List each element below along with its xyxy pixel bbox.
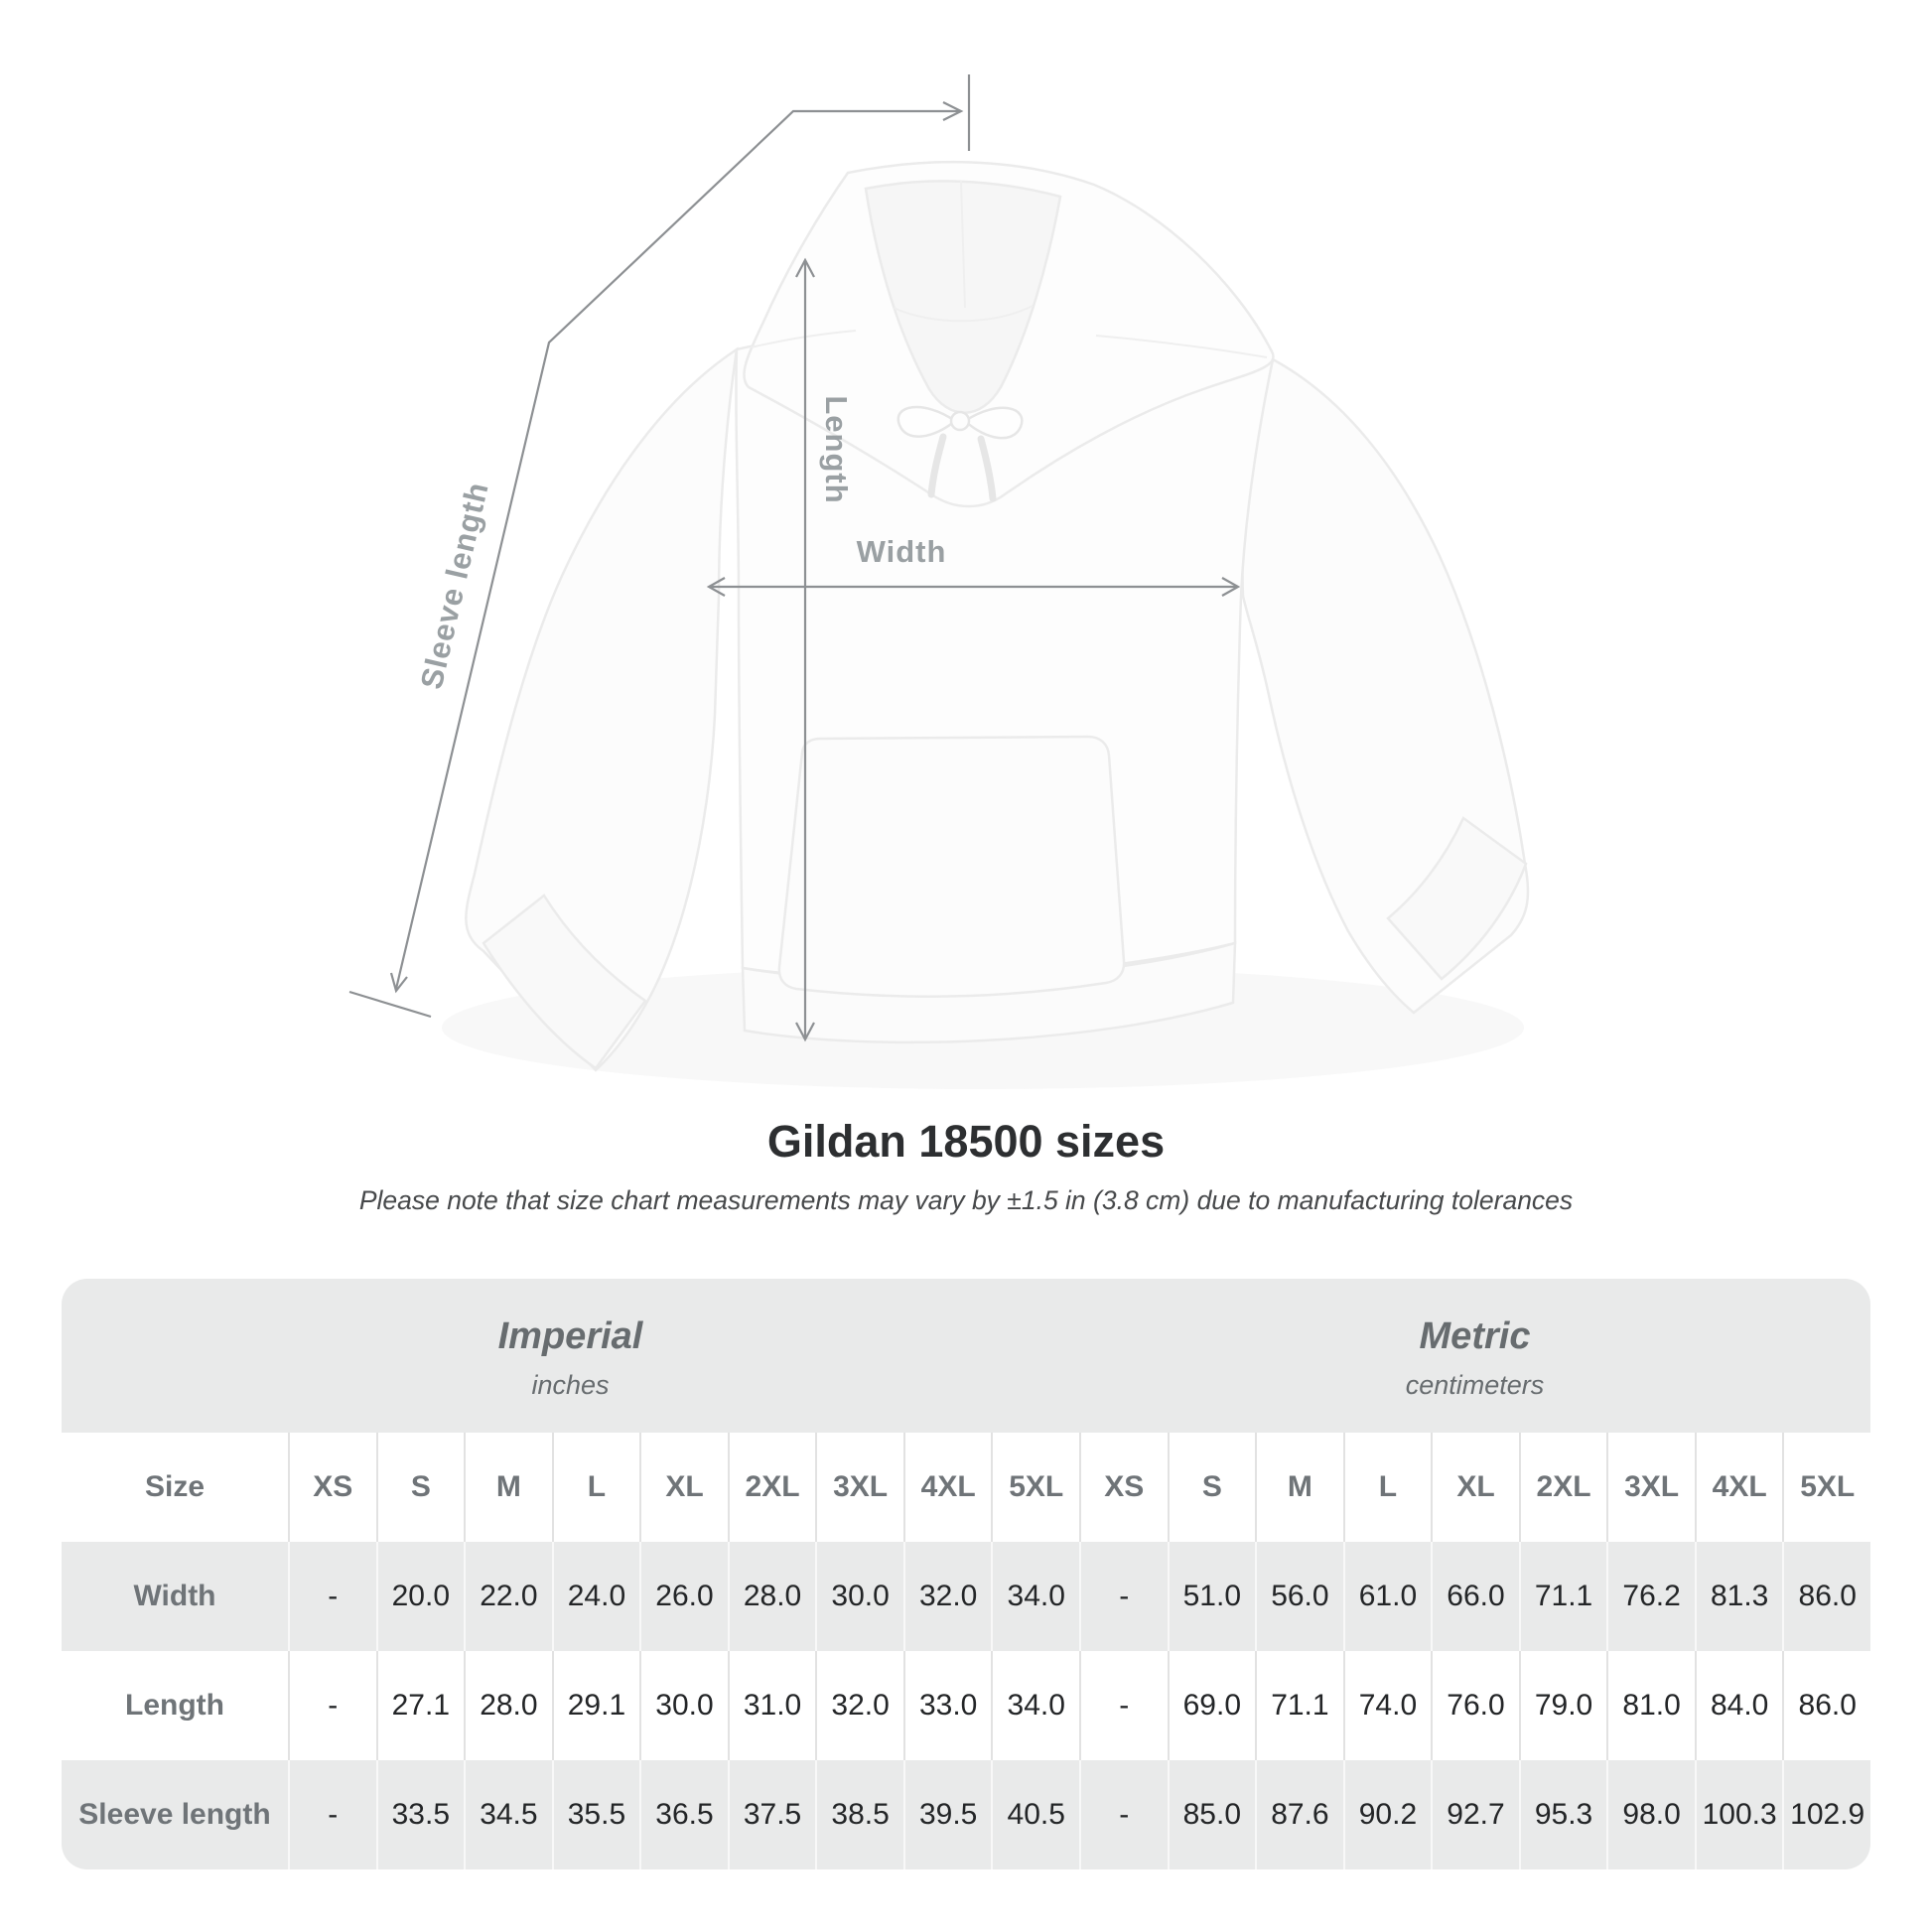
table-cell: 22.0 [464, 1542, 552, 1651]
table-cell: 100.3 [1695, 1760, 1783, 1869]
size-col-header: XL [1431, 1433, 1519, 1542]
table-cell: 28.0 [728, 1542, 816, 1651]
table-cell: 24.0 [552, 1542, 640, 1651]
size-col-header: 2XL [728, 1433, 816, 1542]
table-cell: 37.5 [728, 1760, 816, 1869]
table-cell: - [1079, 1542, 1168, 1651]
table-cell: 74.0 [1343, 1651, 1432, 1760]
table-cell: 27.1 [376, 1651, 465, 1760]
row-label: Width [133, 1580, 216, 1612]
size-col-header: L [1343, 1433, 1432, 1542]
imperial-group-unit: inches [531, 1369, 610, 1400]
table-cell: 33.5 [376, 1760, 465, 1869]
table-cell: 38.5 [815, 1760, 903, 1869]
size-col-header: 3XL [1606, 1433, 1695, 1542]
table-cell: 102.9 [1782, 1760, 1870, 1869]
table-cell: 69.0 [1168, 1651, 1256, 1760]
table-cell: 76.2 [1606, 1542, 1695, 1651]
table-cell: 71.1 [1519, 1542, 1607, 1651]
size-col-header: L [552, 1433, 640, 1542]
tolerance-note: Please note that size chart measurements may vary by ±1.5 in (3.8 cm) due to manufacturing tolerances [358, 1185, 1574, 1215]
table-cell: 28.0 [464, 1651, 552, 1760]
row-label: Length [62, 1651, 288, 1760]
size-col-header: S [376, 1433, 465, 1542]
table-cell: 81.0 [1606, 1651, 1695, 1760]
size-col-header: M [1255, 1433, 1343, 1542]
table-cell: 86.0 [1782, 1542, 1870, 1651]
table-cell: 34.0 [991, 1651, 1079, 1760]
table-cell: 84.0 [1695, 1651, 1783, 1760]
table-cell: - [288, 1760, 376, 1869]
table-cell: 92.7 [1431, 1760, 1519, 1869]
table-cell: - [288, 1542, 376, 1651]
table-cell: 32.0 [815, 1651, 903, 1760]
table-cell: 30.0 [639, 1651, 728, 1760]
size-col-header: 5XL [1782, 1433, 1870, 1542]
table-cell: 26.0 [639, 1542, 728, 1651]
drawstring-knot [951, 412, 969, 430]
table-cell: 98.0 [1606, 1760, 1695, 1869]
table-cell: 34.0 [991, 1542, 1079, 1651]
size-col-header: 3XL [815, 1433, 903, 1542]
metric-group-header [1079, 1279, 1870, 1433]
table-cell: 66.0 [1431, 1542, 1519, 1651]
table-cell: 40.5 [991, 1760, 1079, 1869]
table-cell: 33.0 [903, 1651, 992, 1760]
table-cell: 56.0 [1255, 1542, 1343, 1651]
size-corner-header: Size [62, 1433, 288, 1542]
metric-group-unit: centimeters [1405, 1369, 1545, 1400]
table-cell: 79.0 [1519, 1651, 1607, 1760]
table-cell: 61.0 [1343, 1542, 1432, 1651]
table-cell: 30.0 [815, 1542, 903, 1651]
length-label: Length [819, 395, 854, 504]
table-cell: - [1079, 1760, 1168, 1869]
size-col-header: XS [1079, 1433, 1168, 1542]
table-cell: 87.6 [1255, 1760, 1343, 1869]
row-label: Sleeve length [78, 1798, 271, 1831]
width-label: Width [856, 534, 947, 569]
table-cell: 39.5 [903, 1760, 992, 1869]
size-col-header: 5XL [991, 1433, 1079, 1542]
table-cell: 81.3 [1695, 1542, 1783, 1651]
sleeve-length-end-tick-bottom [349, 992, 431, 1017]
table-cell: 29.1 [552, 1651, 640, 1760]
size-col-header: 2XL [1519, 1433, 1607, 1542]
size-table [62, 1279, 1870, 1869]
table-cell: 86.0 [1782, 1651, 1870, 1760]
imperial-group-header [62, 1279, 1079, 1433]
table-cell: 32.0 [903, 1542, 992, 1651]
table-cell: 51.0 [1168, 1542, 1256, 1651]
page-title: Gildan 18500 sizes [766, 1116, 1166, 1167]
table-cell: 36.5 [639, 1760, 728, 1869]
table-cell: 20.0 [376, 1542, 465, 1651]
table-cell: 76.0 [1431, 1651, 1519, 1760]
hoodie-pocket [779, 737, 1124, 997]
table-cell: - [1079, 1651, 1168, 1760]
metric-group-label: Metric [1419, 1314, 1531, 1357]
size-col-header: M [464, 1433, 552, 1542]
imperial-group-label: Imperial [497, 1314, 643, 1357]
table-cell: - [288, 1651, 376, 1760]
table-cell: 34.5 [464, 1760, 552, 1869]
size-col-header: XS [288, 1433, 376, 1542]
size-col-header: 4XL [1695, 1433, 1783, 1542]
table-cell: 85.0 [1168, 1760, 1256, 1869]
size-col-header: 4XL [903, 1433, 992, 1542]
table-cell: 95.3 [1519, 1760, 1607, 1869]
size-col-header: S [1168, 1433, 1256, 1542]
table-cell: 35.5 [552, 1760, 640, 1869]
sleeve-length-label: Sleeve length [413, 478, 495, 693]
table-cell: 31.0 [728, 1651, 816, 1760]
table-cell: 71.1 [1255, 1651, 1343, 1760]
table-cell: 90.2 [1343, 1760, 1432, 1869]
size-col-header: XL [639, 1433, 728, 1542]
